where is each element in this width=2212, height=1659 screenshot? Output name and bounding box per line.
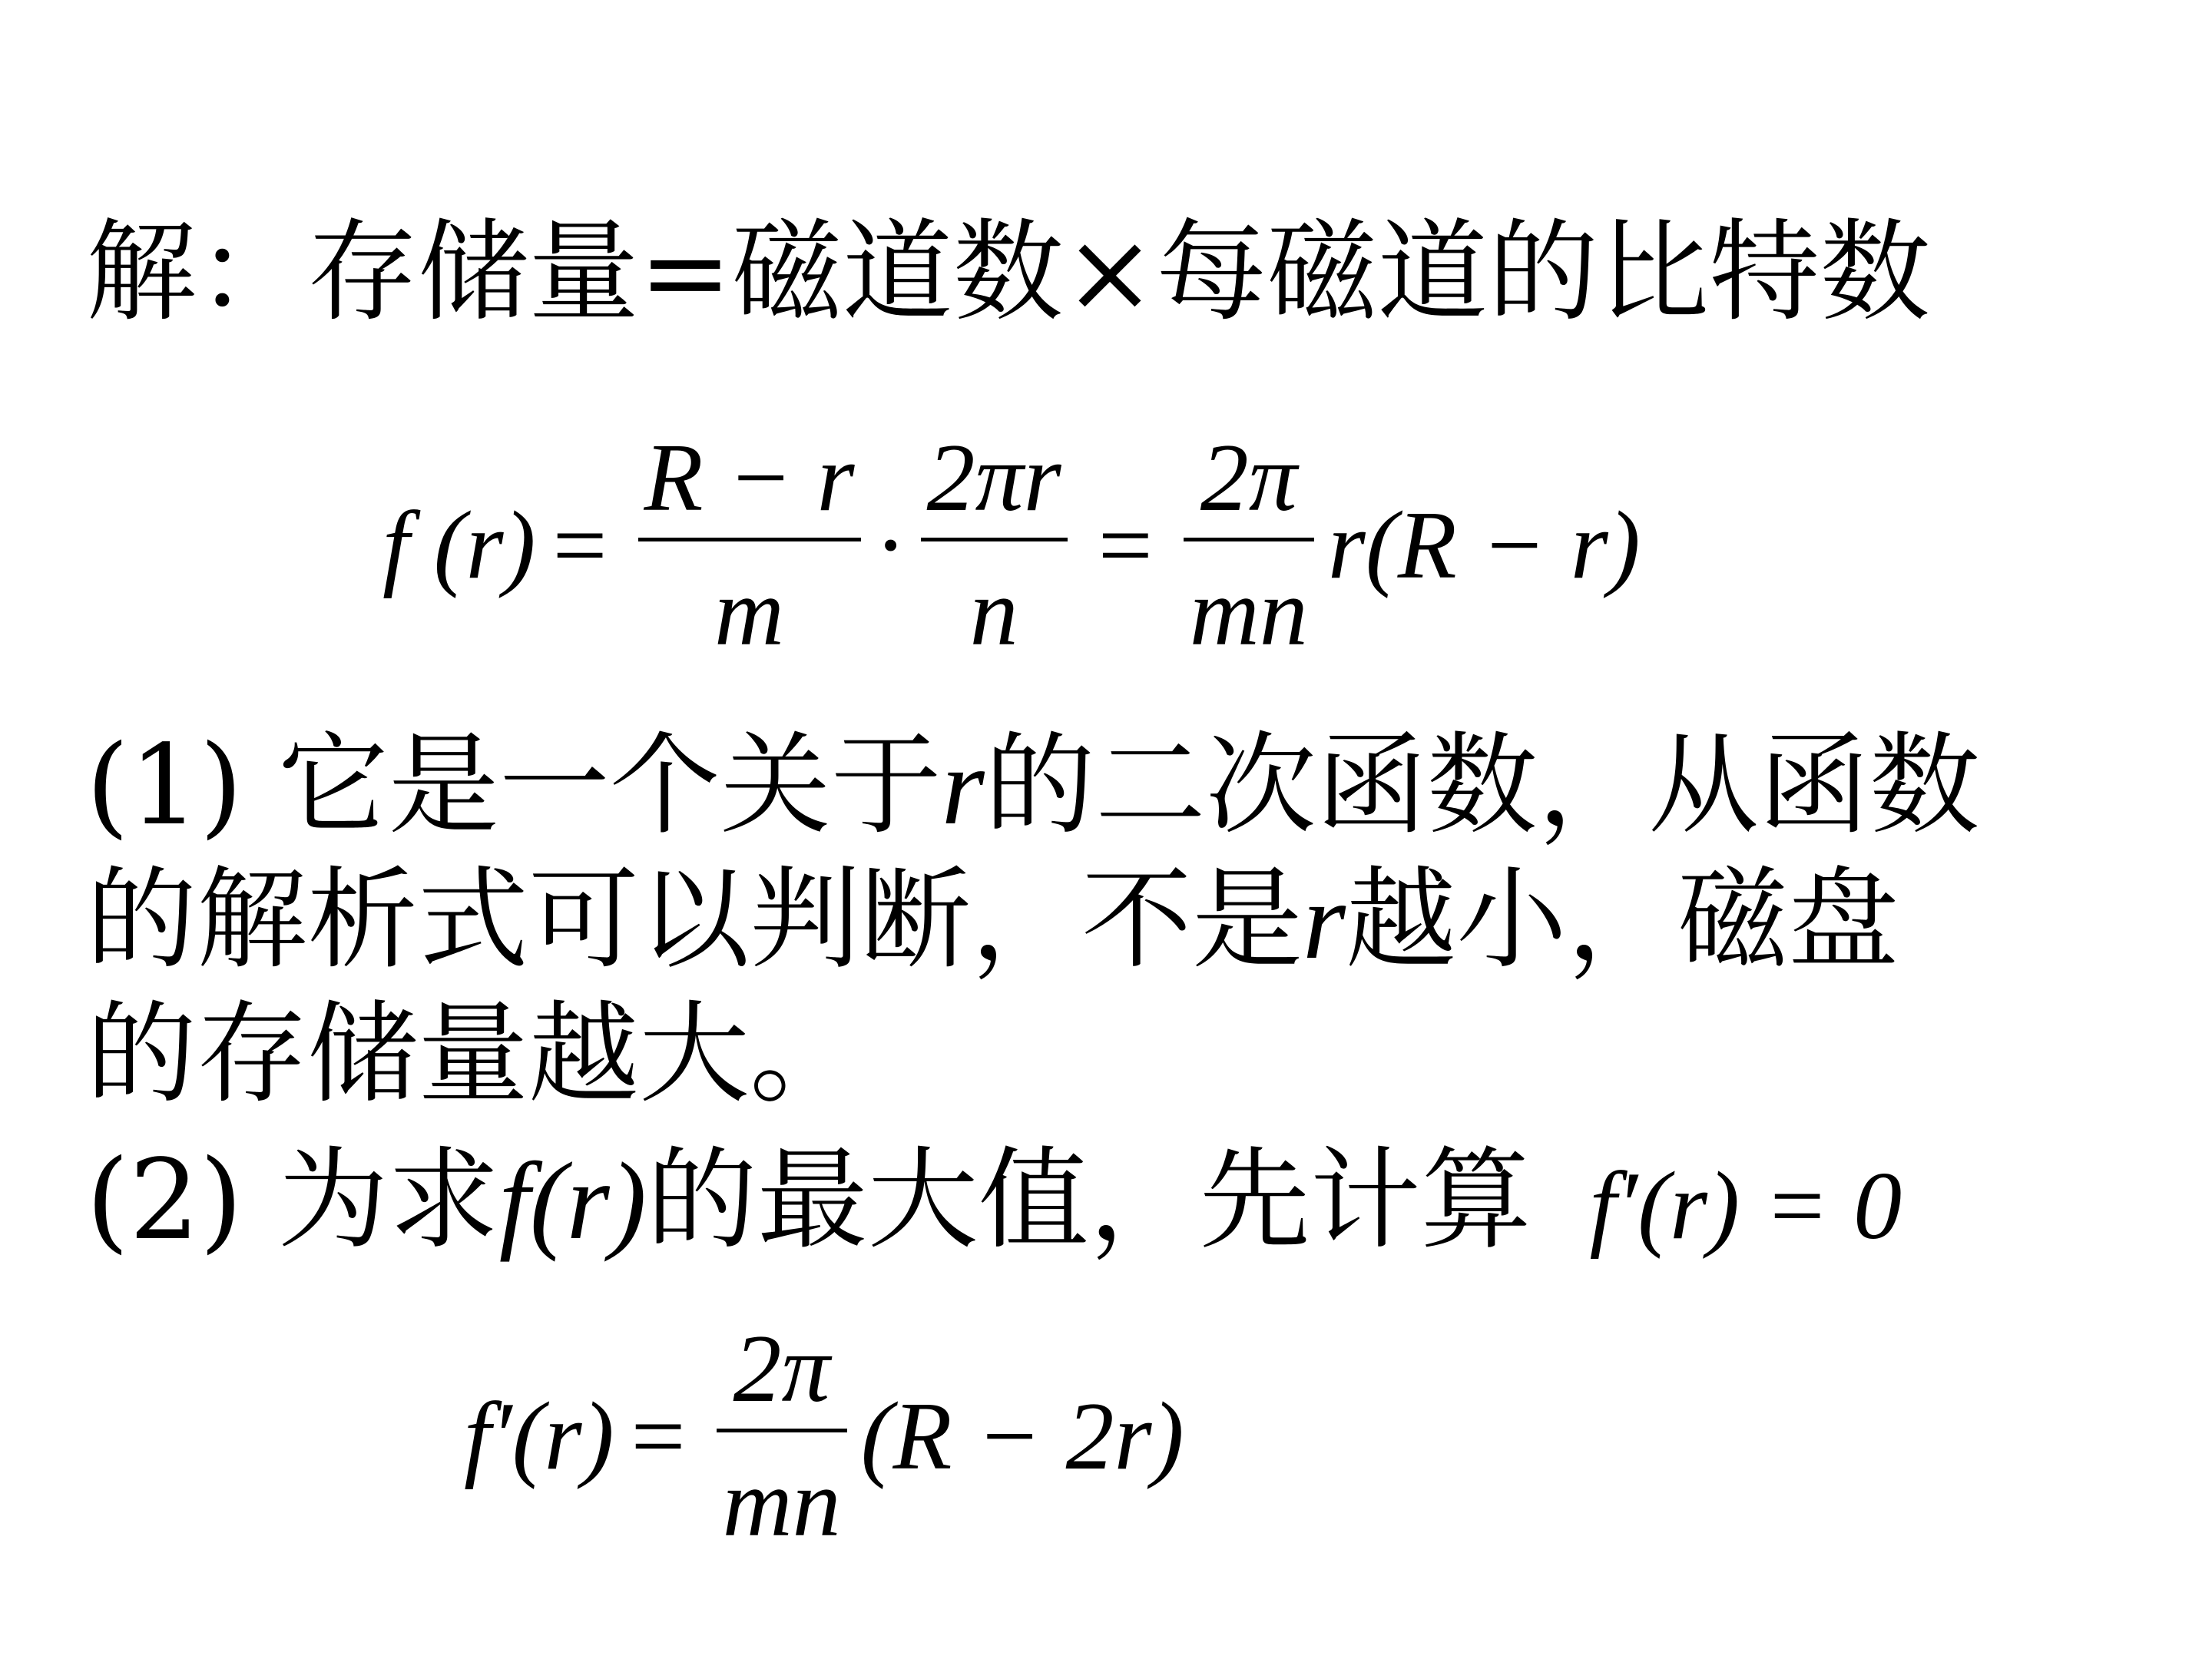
fraction-denominator: mn xyxy=(722,1450,841,1557)
paragraph-2 xyxy=(86,1135,1902,1264)
fraction-tracks xyxy=(638,425,861,666)
fraction-denominator: m xyxy=(714,559,785,666)
text: 的解析式可以判断，不是 xyxy=(86,855,1303,984)
formula-lhs: f (r) xyxy=(382,492,536,599)
fraction-numerator: 2πr xyxy=(926,425,1061,531)
derivative-equation: f′(r) = 0 xyxy=(1589,1153,1902,1260)
text: (1) 它是一个关于 xyxy=(86,720,942,849)
fraction-coefficient xyxy=(1184,425,1314,666)
formula-storage xyxy=(382,425,1641,666)
paragraph-1-line-b xyxy=(86,855,1899,984)
fraction-bits xyxy=(921,425,1068,666)
text: 的最大值，先计算 xyxy=(646,1135,1532,1264)
formula-lhs: f′(r) xyxy=(464,1382,614,1490)
heading-text: 解：存储量=磁道数×每磁道的比特数 xyxy=(86,207,1931,336)
heading-line xyxy=(86,207,1931,336)
fraction-numerator: 2π xyxy=(1200,425,1297,531)
formula-equals: = xyxy=(552,492,608,599)
fraction-denominator: n xyxy=(969,559,1018,666)
paragraph-1-line-c xyxy=(86,989,861,1118)
fraction-numerator: 2π xyxy=(733,1316,830,1422)
function-f-r: f(r) xyxy=(498,1141,647,1263)
text: 的存储量越大。 xyxy=(86,989,861,1118)
fraction-numerator: R − r xyxy=(644,425,855,531)
fraction-coefficient xyxy=(717,1316,847,1557)
paragraph-1-line-a xyxy=(86,720,1980,849)
text: 越小，磁盘 xyxy=(1346,855,1899,984)
text: (2) 为求 xyxy=(86,1135,499,1264)
formula-dot: · xyxy=(874,492,907,599)
formula-derivative xyxy=(464,1316,1184,1557)
formula-equals: = xyxy=(631,1382,686,1490)
text: 的二次函数，从函数 xyxy=(984,720,1980,849)
variable-r: r xyxy=(1303,860,1346,982)
formula-tail: (R − 2r) xyxy=(860,1382,1184,1490)
fraction-denominator: mn xyxy=(1189,559,1308,666)
variable-r: r xyxy=(941,726,985,848)
formula-tail: r(R − r) xyxy=(1327,492,1641,599)
formula-equals: = xyxy=(1098,492,1153,599)
